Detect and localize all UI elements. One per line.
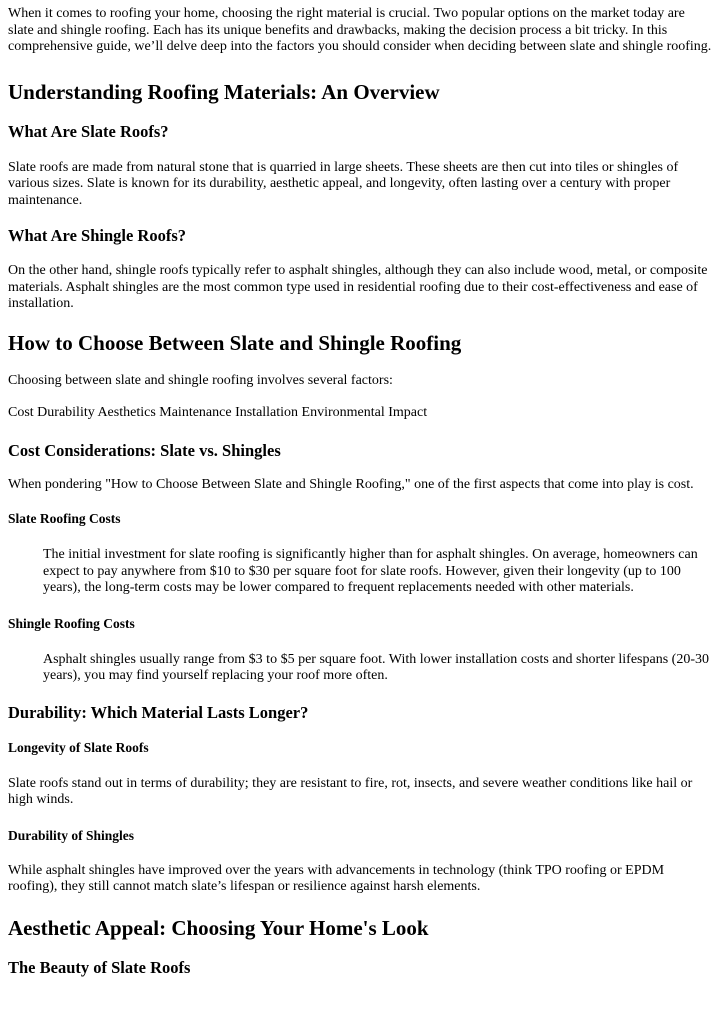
choose-intro: Choosing between slate and shingle roofing involves several factors: [8,372,393,388]
shingle-costs-heading: Shingle Roofing Costs [8,615,135,631]
slate-roofs-paragraph: Slate roofs are made from natural stone that is quarried in large sheets. These sheets are then cut into tiles or shingles of various sizes. Slate is known for its durability, aesthetic appeal, and longevity, often lasting over a century with proper maintenance. [8,159,679,208]
choose-heading: How to Choose Between Slate and Shingle Roofing [8,330,462,355]
slate-beauty-heading: The Beauty of Slate Roofs [8,957,191,977]
shingle-durability-paragraph: While asphalt shingles have improved over the years with advancements in technology (think TPO roofing or EPDM roofing), they still cannot match slate’s lifespan or resilience against harsh elements. [8,862,665,894]
slate-roofs-heading: What Are Slate Roofs? [8,121,169,141]
shingle-roofs-paragraph: On the other hand, shingle roofs typically refer to asphalt shingles, although they can also include wood, metal, or composite materials. Asphalt shingles are the most common type used in residential roofing due to their cost-effectiveness and ease of installation. [8,263,708,311]
overview-heading: Understanding Roofing Materials: An Overview [8,79,440,104]
factors-list: Cost Durability Aesthetics Maintenance Installation Environmental Impact [8,405,428,420]
intro-paragraph: When it comes to roofing your home, choosing the right material is crucial. Two popular options on the market today are slate and shingle roofing. Each has its unique benefits and drawbacks, making the decision process a bit tricky. In this comprehensive guide, we’ll delve deep into the factors you should consider when deciding between slate and shingle roofing. [8,6,712,54]
slate-costs-blockquote: The initial investment for slate roofing is significantly higher than for asphalt shingles. On average, homeowners can expect to pay anywhere from $10 to $30 per square foot for slate roofs. However, given their longevity (up to 100 years), the long-term costs may be lower compared to frequent replacements needed with other materials. [43,547,698,595]
shingle-roofs-heading: What Are Shingle Roofs? [8,226,187,245]
slate-costs-heading: Slate Roofing Costs [8,511,121,526]
slate-longevity-paragraph: Slate roofs stand out in terms of durability; they are resistant to fire, rot, insects, and severe weather conditions like hail or high winds. [8,775,693,807]
shingle-durability-heading: Durability of Shingles [8,827,135,843]
aesthetic-heading: Aesthetic Appeal: Choosing Your Home's Look [8,915,429,940]
cost-heading: Cost Considerations: Slate vs. Shingles [8,440,281,460]
shingle-costs-blockquote: Asphalt shingles usually range from $3 to $5 per square foot. With lower installation costs and shorter lifespans (20-30 years), you may find yourself replacing your roof more often. [43,651,709,683]
cost-intro: When pondering "How to Choose Between Slate and Shingle Roofing," one of the first aspects that come into play is cost. [8,476,694,492]
slate-longevity-heading: Longevity of Slate Roofs [8,739,149,755]
durability-heading: Durability: Which Material Lasts Longer? [8,702,309,722]
